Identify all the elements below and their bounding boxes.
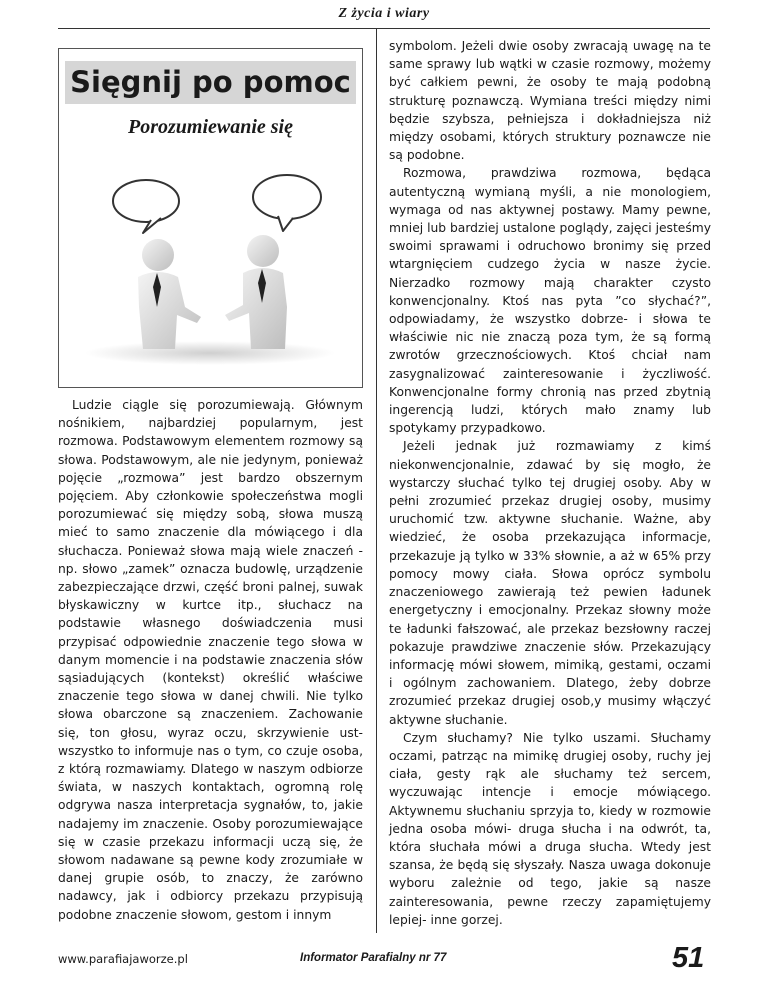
paragraph: Czym słuchamy? Nie tylko uszami. Słuchamy oczami, patrząc na mimikę drugiej osoby, ruchy jej ciała, gesty rąk ale słuchamy też sercem, wyczuwając intencje i emocje mówiącego. Aktywnemu słuchaniu sprzyja to, kiedy w rozmowie jedna osoba mówi- druga słucha i na odwrót, ta, która słuchała mówi a druga słucha. Wtedy jest szansa, że będą się słyszały. Nasza uwaga dokonuje wyboru zależnie od tego, jakie są nasze zainteresowania, pewne rzeczy zapamiętujemy lepiej- inne gorzej. — [389, 730, 711, 927]
footer-website: www.parafiajaworze.pl — [58, 952, 188, 966]
article-subtitle: Porozumiewanie się — [127, 116, 293, 138]
page-number: 51 — [672, 942, 705, 974]
left-column-text — [58, 396, 363, 924]
paragraph: Jeżeli jednak już rozmawiamy z kimś niekonwencjonalnie, zdawać by się mogło, że wystarczy słuchać tylko tej drugiej osoby. Aby w pełni zrozumieć przekaz drugiej osoby, musimy uruchomić tzw. aktywne słuchanie. Ważne, aby wiedzieć, że osoba przekazująca informacje, przekazuje ją tylko w 33% słownie, a aż w 65% przy pomocy mowy ciała. Słowa oprócz symbolu znaczeniowego zawierają też pewien ładunek energetyczny i emocjonalny. Przekaz słowny może te ładunki fałszować, ale przekaz bezsłowny raczej pokazuje prawdziwe znaczenie słów. Przekazujący informację mówi słowem, mimiką, gestami, oczami i ogólnym zachowaniem. Dlatego, żeby dobrze zrozumieć przekaz drugiej osob,y musimy włączyć aktywne słuchanie. — [389, 439, 711, 727]
paragraph: Rozmowa, prawdziwa rozmowa, będąca autentyczną wymianą myśli, a nie monologiem, wymaga od nas aktywnej postawy. Mamy pewne, mniej lub bardziej ustalone poglądy, zajęci jesteśmy swoimi sprawami i odruchowo bronimy się przed wtargnięciem cudzego życia w nasze życie. Nierzadko rozmowy mają charakter czysto konwencjonalny. Ktoś nas pyta ”co słychać?”, odpowiadamy, że wszystko dobrze- i słowa te właściwie nic nie znaczą poza tym, że są formą zwrotów grzecznościowych. Ktoś chciał nam zasygnalizować zainteresowanie i życzliwość. Konwencjonalne formy chronią nas przed zbytnią ingerencją ludzi, których mało znamy lub spotykamy przypadkowo. — [389, 166, 712, 436]
conversation-illustration — [73, 167, 348, 367]
person-right-icon — [225, 235, 287, 349]
paragraph: symbolom. Jeżeli dwie osoby zwracają uwagę na te same sprawy lub wątki w czasie rozmowy, możemy być całkiem pewni, że osoby te mają podobną strukturę poznawczą. Wymiana treści między nimi będzie szybsza, pełniejsza i dokładniejsza niż między osobami, których struktury poznawcze nie są podobne. — [389, 39, 711, 163]
speech-bubble-left-icon — [113, 180, 179, 233]
person-left-icon — [138, 239, 201, 349]
left-column-box — [58, 48, 363, 388]
paragraph: Ludzie ciągle się porozumiewają. Głównym nośnikiem, najbardziej popularnym, jest rozmowa. Podstawowym elementem rozmowy są słowa. Podstawowym, ale nie jedynym, ponieważ pojęcie „rozmowa” jest bardzo obszernym pojęciem. Aby członkowie społeczeństwa mogli porozumiewać się między sobą, słowa muszą mieć to samo znaczenie dla mówiącego i dla słuchacza. Ponieważ słowa mają wiele znaczeń - np. słowo „zamek” oznacza budowlę, urządzenie zabezpieczające drzwi, część broni palnej, suwak błyskawiczny w kurtce itp., słuchacz na podstawie własnego doświadczenia musi przypisać odpowiednie znaczenie tego słowa w danym momencie i na podstawie znaczenia słów sąsiadujących (kontekst) określić właściwe znaczenie tego słowa w danej chwili. Nie tylko słowa obarczone są znaczeniem. Zachowanie się, ton głosu, wyraz oczu, skrzywienie ust- wszystko to informuje nas o tym, co czuje osoba, z którą rozmawiamy. Dlatego w naszym odbiorze świata, w naszych kontaktach, ogromną rolę odgrywa nasza interpretacja sygnałów, to, jakie nadajemy im znaczenie. Osoby porozumiewające się w czasie przekazu informacji uczą się, że słowom nadawane są pewne kody zrozumiałe w danej grupie osób, to znaczy, że zarówno nadawcy, jak i odbiorcy przekazu przypisują podobne znaczenie słowom, gestom i innym — [58, 398, 363, 922]
right-column-text — [389, 37, 711, 929]
section-header: Z życia i wiary — [338, 6, 430, 21]
title-box — [58, 48, 363, 388]
speech-bubble-right-icon — [253, 175, 321, 231]
article-title: Sięgnij po pomoc — [65, 61, 356, 104]
footer-publication: Informator Parafialny nr 77 — [300, 952, 447, 964]
column-divider — [376, 28, 377, 933]
header-rule — [58, 28, 710, 29]
